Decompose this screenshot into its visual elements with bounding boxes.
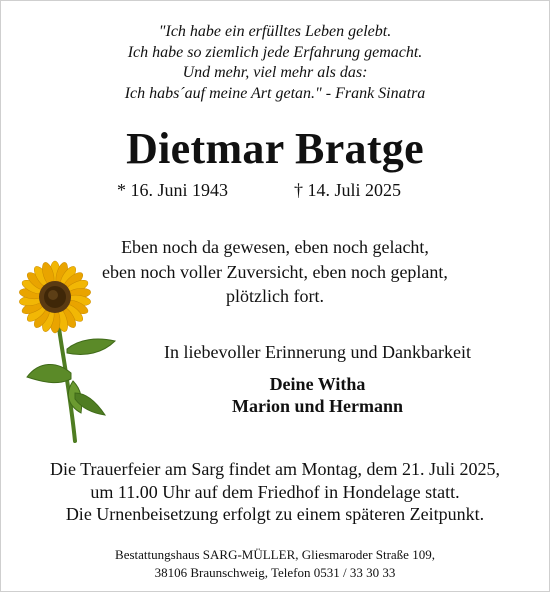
opening-quote bbox=[1, 22, 549, 104]
deceased-name: Dietmar Bratge bbox=[126, 124, 424, 173]
birth-date: * 16. Juni 1943 bbox=[117, 180, 229, 200]
signer-line: Marion und Hermann bbox=[231, 396, 404, 416]
quote-line: "Ich habe ein erfülltes Leben gelebt. bbox=[158, 23, 392, 40]
undertaker-line: 38106 Braunschweig, Telefon 0531 / 33 30 33 bbox=[154, 564, 396, 580]
quote-line: Ich habs´auf meine Art getan." - Frank Sinatra bbox=[124, 84, 426, 102]
ceremony-line: Die Urnenbeisetzung erfolgt zu einem späteren Zeitpunkt. bbox=[65, 504, 485, 524]
ceremony-info bbox=[1, 458, 549, 526]
ceremony-line: um 11.00 Uhr auf dem Friedhof in Hondelage statt. bbox=[90, 481, 460, 502]
quote-line: Ich habe so ziemlich jede Erfahrung gemacht. bbox=[127, 43, 423, 61]
life-dates bbox=[1, 179, 549, 201]
death-date: † 14. Juli 2025 bbox=[294, 180, 402, 200]
signers bbox=[86, 373, 549, 417]
memory-line: In liebevoller Erinnerung und Dankbarkeit bbox=[164, 342, 471, 362]
poem-line: Eben noch da gewesen, eben noch gelacht, bbox=[121, 237, 429, 257]
undertaker-line: Bestattungshaus SARG-MÜLLER, Gliesmaroder Straße 109, bbox=[115, 547, 435, 562]
ceremony-line: Die Trauerfeier am Sarg findet am Montag, dem 21. Juli 2025, bbox=[49, 459, 501, 479]
signer-line: Deine Witha bbox=[269, 374, 366, 394]
poem-line: plötzlich fort. bbox=[226, 286, 324, 306]
undertaker-info bbox=[1, 546, 549, 581]
quote-line: Und mehr, viel mehr als das: bbox=[182, 64, 368, 81]
poem-line: eben noch voller Zuversicht, eben noch geplant, bbox=[102, 261, 448, 282]
